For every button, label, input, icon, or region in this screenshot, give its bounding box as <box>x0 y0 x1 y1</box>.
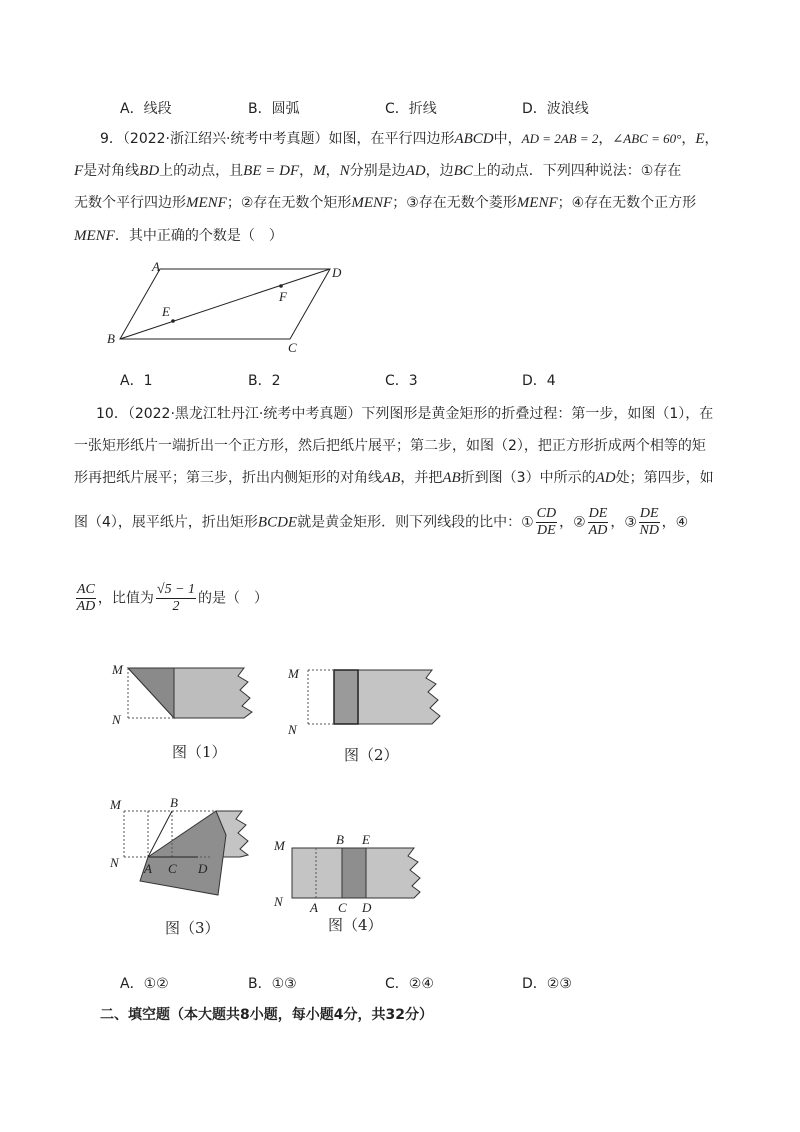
q9-text: 上的动点，且 <box>159 163 244 179</box>
label-d: D <box>332 265 342 280</box>
q10-text: ，② <box>559 514 586 531</box>
q9-n: N <box>339 163 350 179</box>
fraction-de-ad <box>588 506 609 539</box>
fig4-caption: 图（4） <box>328 916 383 934</box>
q9-text: ；③存在无数个菱形 <box>392 195 517 211</box>
inner-rectangle <box>334 670 358 724</box>
q9-ad: AD <box>405 163 426 179</box>
label-a: A <box>310 900 318 915</box>
q9-text: ， <box>325 163 340 179</box>
q10-source: （2022·黑龙江牡丹江·统考中考真题） <box>127 406 362 422</box>
q10-text: 就是黄金矩形．则下列线段的比中：① <box>297 514 534 531</box>
section-2-heading: 二、填空题（本大题共8小题，每小题4分，共32分） <box>100 1007 433 1023</box>
label-n: N <box>110 855 119 870</box>
q9-source: （2022·浙江绍兴·统考中考真题） <box>122 131 329 147</box>
frac-den: 2 <box>172 599 180 614</box>
q9-menf: MENF <box>516 195 558 211</box>
fig1-caption: 图（1） <box>172 743 227 761</box>
q9-menf: MENF <box>351 195 393 211</box>
q9-text: 分别是边 <box>349 163 406 179</box>
label-b: B <box>336 832 344 847</box>
q10-number: 10． <box>96 406 128 422</box>
q9-line-4 <box>74 225 283 245</box>
fold-figure-2 <box>286 660 446 740</box>
q9-text: ；②存在无数个矩形 <box>226 195 352 211</box>
fraction-de-nd <box>639 506 660 539</box>
q9-cond-angle: ∠ABC = 60° <box>612 131 682 146</box>
frac-den: ND <box>639 523 659 538</box>
q9-e: E <box>695 131 705 147</box>
label-a: A <box>152 259 160 274</box>
q9-text: ， <box>299 163 314 179</box>
q10-option-b: B．①③ <box>248 976 297 992</box>
q10-text: 的是（ ） <box>198 590 269 607</box>
q10-text: ，并把 <box>400 470 443 486</box>
q9-text: 是对角线 <box>83 163 140 179</box>
q10-ab: AB <box>442 470 461 486</box>
q9-option-d: D．4 <box>522 373 556 389</box>
q9-number: 9． <box>100 131 123 147</box>
q9-menf: MENF <box>74 228 115 244</box>
q10-text: 下列图形是黄金矩形的折叠过程：第一步，如图（1），在 <box>361 406 714 422</box>
label-a: A <box>144 861 152 876</box>
frac-num: CD <box>536 506 557 521</box>
label-e: E <box>362 832 370 847</box>
label-c: C <box>168 861 177 876</box>
q10-text: 图（4），展平纸片，折出矩形 <box>74 514 258 531</box>
label-c: C <box>338 900 347 915</box>
label-c: C <box>288 340 297 355</box>
q9-line-3 <box>74 192 696 212</box>
label-m: M <box>288 666 299 681</box>
frac-num: DE <box>639 506 659 521</box>
frac-den: DE <box>537 523 556 538</box>
q10-option-a: A．①② <box>120 976 169 992</box>
q9-bd: BD <box>139 163 160 179</box>
q9-f: F <box>74 163 84 179</box>
q9-text: ， <box>704 131 719 147</box>
q9-parallelogram-figure <box>100 255 360 355</box>
fig3-caption: 图（3） <box>165 919 220 937</box>
frac-den: AD <box>76 599 96 614</box>
q10-line-2: 一张矩形纸片一端折出一个正方形，然后把纸片展平；第二步，如图（2），把正方形折成两个相等的矩 <box>74 438 706 454</box>
fold-figure-3 <box>106 795 266 910</box>
q10-line-3 <box>74 467 714 487</box>
golden-rectangle-bcde <box>342 848 366 898</box>
label-m: M <box>112 662 123 677</box>
label-d: D <box>198 861 208 876</box>
q9-text: 如图，在平行四边形 <box>328 131 455 147</box>
q9-cond-ad: AD = 2AB = 2 <box>521 131 599 146</box>
frac-num: DE <box>588 506 608 521</box>
label-n: N <box>274 894 283 909</box>
label-e: E <box>162 304 170 319</box>
q10-option-d: D．②③ <box>522 976 572 992</box>
label-n: N <box>288 722 297 737</box>
q10-ad: AD <box>595 470 616 486</box>
point-f <box>279 284 283 288</box>
q9-cond-be-df: BE = DF <box>243 163 300 179</box>
q10-ab: AB <box>382 470 401 486</box>
point-e <box>171 319 175 323</box>
label-d: D <box>362 900 372 915</box>
q9-text: 中， <box>493 131 522 147</box>
q8-option-c: C．折线 <box>385 101 437 117</box>
q9-text: ．其中正确的个数是（ ） <box>114 228 283 244</box>
q9-line-2 <box>74 160 681 180</box>
label-n: N <box>112 712 121 727</box>
fig2-caption: 图（2） <box>344 746 399 764</box>
q10-line-5 <box>74 582 268 615</box>
frac-num: √5 − 1 <box>156 582 196 597</box>
diagonal-bd <box>120 269 330 339</box>
folded-triangle <box>128 668 174 718</box>
q10-text: 处；第四步，如 <box>615 470 714 486</box>
q10-line-4 <box>74 506 688 539</box>
q10-text: ，比值为 <box>97 590 154 607</box>
q10-text: 折到图（3）中所示的 <box>460 470 596 486</box>
q10-bcde: BCDE <box>257 514 298 531</box>
q9-menf: MENF <box>186 195 227 211</box>
label-f: F <box>279 289 287 304</box>
fraction-cd-de <box>536 506 557 539</box>
fraction-ac-ad <box>76 582 96 615</box>
q8-option-b: B．圆弧 <box>248 101 300 117</box>
fold-figure-4 <box>270 830 440 920</box>
q10-line-1 <box>96 403 713 423</box>
q9-option-c: C．3 <box>385 373 418 389</box>
folded-flap <box>140 811 226 895</box>
q10-text: ，④ <box>661 514 689 531</box>
q9-line-1 <box>100 128 718 148</box>
q10-text: 形再把纸片展平；第三步，折出内侧矩形的对角线 <box>74 470 382 486</box>
q9-abcd: ABCD <box>454 131 494 147</box>
q9-bc: BC <box>453 163 473 179</box>
q9-option-a: A．1 <box>120 373 153 389</box>
label-m: M <box>110 797 121 812</box>
q9-option-b: B．2 <box>248 373 281 389</box>
label-m: M <box>274 838 285 853</box>
label-b: B <box>170 795 178 810</box>
frac-den: AD <box>588 523 608 538</box>
q9-text: ， <box>598 131 613 147</box>
fold-figure-1 <box>108 660 258 730</box>
label-b: B <box>107 331 115 346</box>
q9-text: 无数个平行四边形 <box>74 195 186 211</box>
q9-text: ；④存在无数个正方形 <box>557 195 697 211</box>
q8-option-d: D．波浪线 <box>522 101 589 117</box>
q9-text: ，边 <box>425 163 454 179</box>
q9-m: M <box>313 163 326 179</box>
frac-num: AC <box>77 582 95 597</box>
fraction-golden <box>156 582 196 615</box>
q9-text: 上的动点．下列四种说法：①存在 <box>472 163 682 179</box>
q10-text: ，③ <box>610 514 637 531</box>
q9-text: ， <box>681 131 696 147</box>
q10-option-c: C．②④ <box>385 976 434 992</box>
q8-option-a: A．线段 <box>120 101 172 117</box>
